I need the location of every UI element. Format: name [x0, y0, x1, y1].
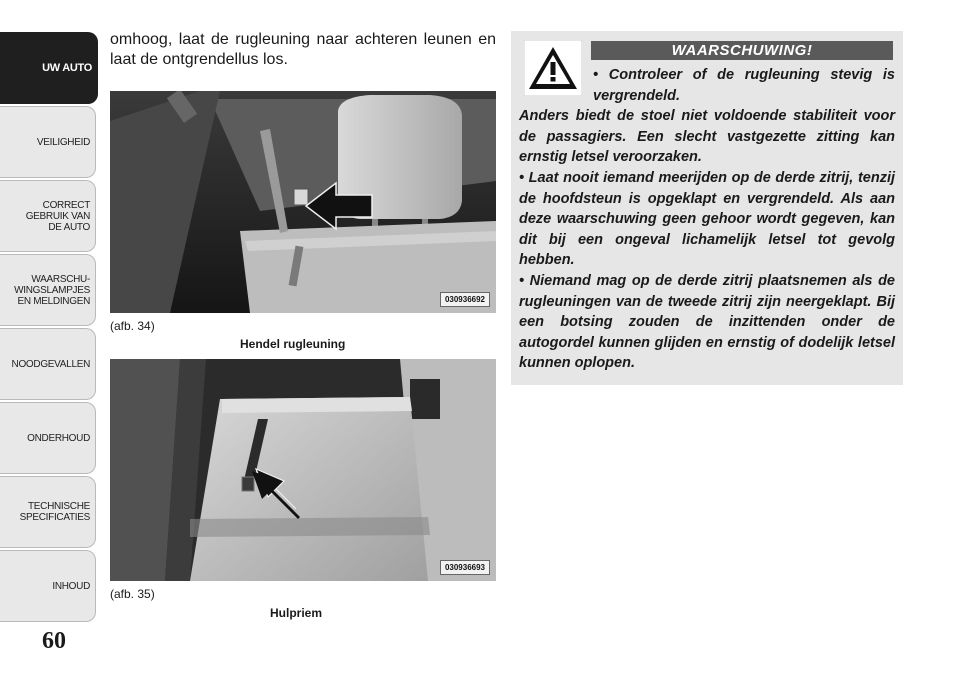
tab-uw-auto[interactable]: UW AUTO	[0, 32, 98, 104]
figure-code: 030936693	[440, 560, 490, 575]
warning-bullet-2: • Laat nooit iemand meerijden op de derde zitrij, tenzij de hoofdsteun is opgeklapt en vergrendeld. Als aan deze waarschuwing geen gehoor wordt gegeven, kan dit bij een ongeval lichamelijk letsel tot gevolg hebben.	[519, 169, 895, 269]
figure-seatback-lever	[110, 91, 496, 313]
figure-reference: (afb. 34)	[110, 319, 155, 333]
intro-paragraph: omhoog, laat de rugleuning naar achteren leunen en laat de ontgrendellus los.	[110, 31, 496, 68]
chapter-sidebar	[0, 0, 100, 678]
figure-caption: Hendel rugleuning	[240, 337, 346, 351]
tab-technische-specificaties[interactable]: TECHNISCHE SPECIFICATIES	[0, 476, 96, 548]
warning-box	[511, 31, 903, 385]
tab-veiligheid[interactable]: VEILIGHEID	[0, 106, 96, 178]
tab-waarschuwingslampjes[interactable]: WAARSCHU- WINGSLAMPJES EN MELDINGEN	[0, 254, 96, 326]
warning-bullet-1-rest: Anders biedt de stoel niet voldoende stabiliteit voor de passagiers. Een slecht vastgezette zitting kan ernstig letsel veroorzaken.	[519, 108, 895, 166]
warning-bullet-3: • Niemand mag op de derde zitrij plaatsnemen als de rugleuningen van de tweede zitrij zijn neergeklapt. Bij een botsing zouden de inzittenden onder de autogordel kunnen glijden en ernstig of dodelijk letsel kunnen oplopen.	[519, 272, 895, 372]
tab-noodgevallen[interactable]: NOODGEVALLEN	[0, 328, 96, 400]
tab-onderhoud[interactable]: ONDERHOUD	[0, 402, 96, 474]
tab-correct-gebruik[interactable]: CORRECT GEBRUIK VAN DE AUTO	[0, 180, 96, 252]
seatback-lever-illustration	[110, 91, 496, 313]
warning-bullet-1-lead: • Controleer of de rugleuning stevig is vergrendeld.	[593, 67, 895, 104]
auxiliary-strap-illustration	[110, 359, 496, 581]
figure-reference: (afb. 35)	[110, 587, 155, 601]
page-number: 60	[42, 628, 66, 654]
figure-auxiliary-strap	[110, 359, 496, 581]
figure-code: 030936692	[440, 292, 490, 307]
tab-inhoud[interactable]: INHOUD	[0, 550, 96, 622]
figure-caption: Hulpriem	[270, 606, 323, 620]
warning-title: WAARSCHUWING!	[591, 41, 893, 60]
warning-text	[519, 65, 895, 374]
